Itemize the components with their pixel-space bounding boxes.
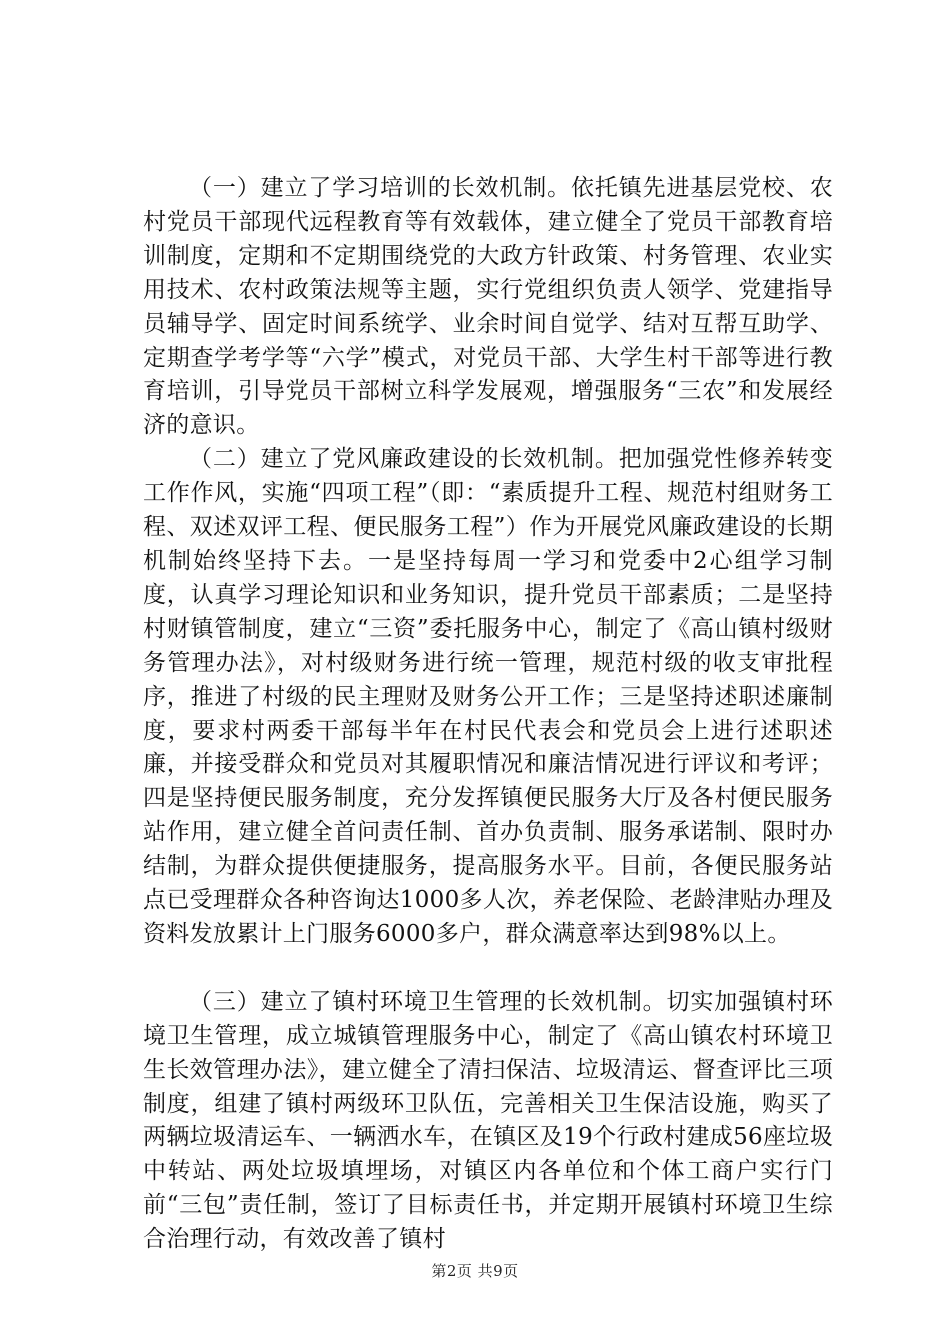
paragraph-learning-training: （一）建立了学习培训的长效机制。依托镇先进基层党校、农村党员干部现代远程教育等有效载体，建立健全了党员干部教育培训制度，定期和不定期围绕党的大政方针政策、村务管理、农业实用技术、农村政策法规等主题，实行党组织负责人领学、党建指导员辅导学、固定时间系统学、业余时间自觉学、结对互帮互助学、定期查学考学等“六学”模式，对党员干部、大学生村干部等进行教育培训，引导党员干部树立科学发展观，增强服务“三农”和发展经济的意识。 bbox=[143, 175, 833, 439]
document-body bbox=[143, 172, 833, 1257]
paragraph-environment-sanitation: （三）建立了镇村环境卫生管理的长效机制。切实加强镇村环境卫生管理，成立城镇管理服务中心，制定了《高山镇农村环境卫生长效管理办法》，建立健全了清扫保洁、垃圾清运、督查评比三项制度，组建了镇村两级环卫队伍，完善相关卫生保洁设施，购买了两辆垃圾清运车、一辆洒水车，在镇区及19个行政村建成56座垃圾中转站、两处垃圾填埋场，对镇区内各单位和个体工商户实行门前“三包”责任制，签订了目标责任书，并定期开展镇村环境卫生综合治理行动，有效改善了镇村 bbox=[143, 988, 833, 1253]
paragraph-party-conduct: （二）建立了党风廉政建设的长效机制。把加强党性修养转变工作作风，实施“四项工程”（即：“素质提升工程、规范村组财务工程、双述双评工程、便民服务工程”）作为开展党风廉政建设的长期机制始终坚持下去。一是坚持每周一学习和党委中2心组学习制度，认真学习理论知识和业务知识，提升党员干部素质；二是坚持村财镇管制度，建立“三资”委托服务中心，制定了《高山镇村级财务管理办法》，对村级财务进行统一管理，规范村级的收支审批程序，推进了村级的民主理财及财务公开工作；三是坚持述职述廉制度，要求村两委干部每半年在村民代表会和党员会上进行述职述廉，并接受群众和党员对其履职情况和廉洁情况进行评议和考评；四是坚持便民服务制度，充分发挥镇便民服务大厅及各村便民服务站作用，建立健全首问责任制、首办负责制、服务承诺制、限时办结制，为群众提供便捷服务，提高服务水平。目前，各便民服务站点已受理群众各种咨询达1000多人次，养老保险、老龄津贴办理及资料发放累计上门服务6000多户，群众满意率达到98%以上。 bbox=[143, 446, 833, 947]
page-number-footer: 第2页 共9页 bbox=[431, 1262, 519, 1280]
